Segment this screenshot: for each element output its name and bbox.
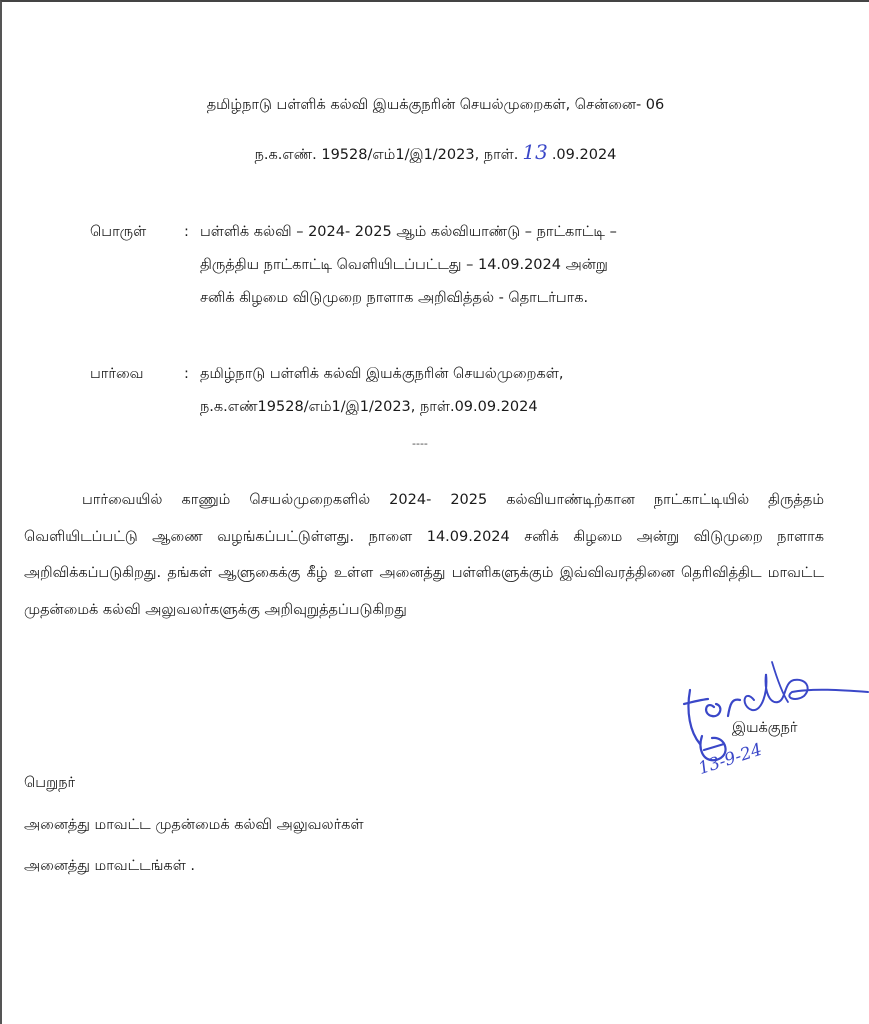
recipients-line-2: அனைத்து மாவட்டங்கள் . xyxy=(24,858,196,874)
ref-date-suffix: .09.2024 xyxy=(551,147,617,163)
body-paragraph: பார்வையில் காணும் செயல்முறைகளில் 2024- 2025 கல்வியாண்டிற்கான நாட்காட்டியில் திருத்தம் வெளியிடப்பட்டு ஆணை வழங்கப்பட்டுள்ளது. நாளை 14.09.2024 சனிக் கிழமை அன்று விடுமுறை நாளாக அறிவிக்கப்படுகிறது. தங்கள் ஆளுகைக்கு கீழ் உள்ள அனைத்து பள்ளிகளுக்கும் இவ்விவரத்தினை தெரிவித்திட மாவட்ட முதன்மைக் கல்வி அலுவலர்களுக்கு அறிவுறுத்தப்படுகிறது xyxy=(24,492,824,618)
subject-line-1: பள்ளிக் கல்வி – 2024- 2025 ஆம் கல்வியாண்டு – நாட்காட்டி – xyxy=(200,224,617,240)
subject-colon: : xyxy=(184,224,189,240)
reference-label: பார்வை xyxy=(90,366,144,382)
reference-line-2: ந.க.எண்19528/எம்1/இ1/2023, நாள்.09.09.2024 xyxy=(200,399,538,415)
reference-separator: ---- xyxy=(412,437,428,450)
recipients-label: பெறுநர் xyxy=(24,775,76,791)
signatory-title: இயக்குநர் xyxy=(732,720,798,736)
subject-label: பொருள் xyxy=(90,224,147,240)
subject-text xyxy=(200,216,765,315)
ref-number: ந.க.எண். 19528/எம்1/இ1/2023, நாள். xyxy=(254,147,519,163)
handwritten-date: 13-9-24 xyxy=(696,739,765,780)
handwritten-day: 13 xyxy=(522,140,548,164)
letter-heading: தமிழ்நாடு பள்ளிக் கல்வி இயக்குநரின் செயல்முறைகள், சென்னை- 06 xyxy=(206,97,665,113)
recipients-line-1: அனைத்து மாவட்ட முதன்மைக் கல்வி அலுவலர்கள் xyxy=(24,817,364,833)
subject-line-3: சனிக் கிழமை விடுமுறை நாளாக அறிவித்தல் - தொடர்பாக. xyxy=(200,290,589,306)
reference-line-1: தமிழ்நாடு பள்ளிக் கல்வி இயக்குநரின் செயல்முறைகள், xyxy=(200,366,564,382)
subject-line-2: திருத்திய நாட்காட்டி வெளியிடப்பட்டது – 14.09.2024 அன்று xyxy=(200,257,608,273)
signature-block xyxy=(672,652,869,802)
reference-number-line xyxy=(2,140,869,165)
reference-colon: : xyxy=(184,366,189,382)
reference-text xyxy=(200,358,765,424)
